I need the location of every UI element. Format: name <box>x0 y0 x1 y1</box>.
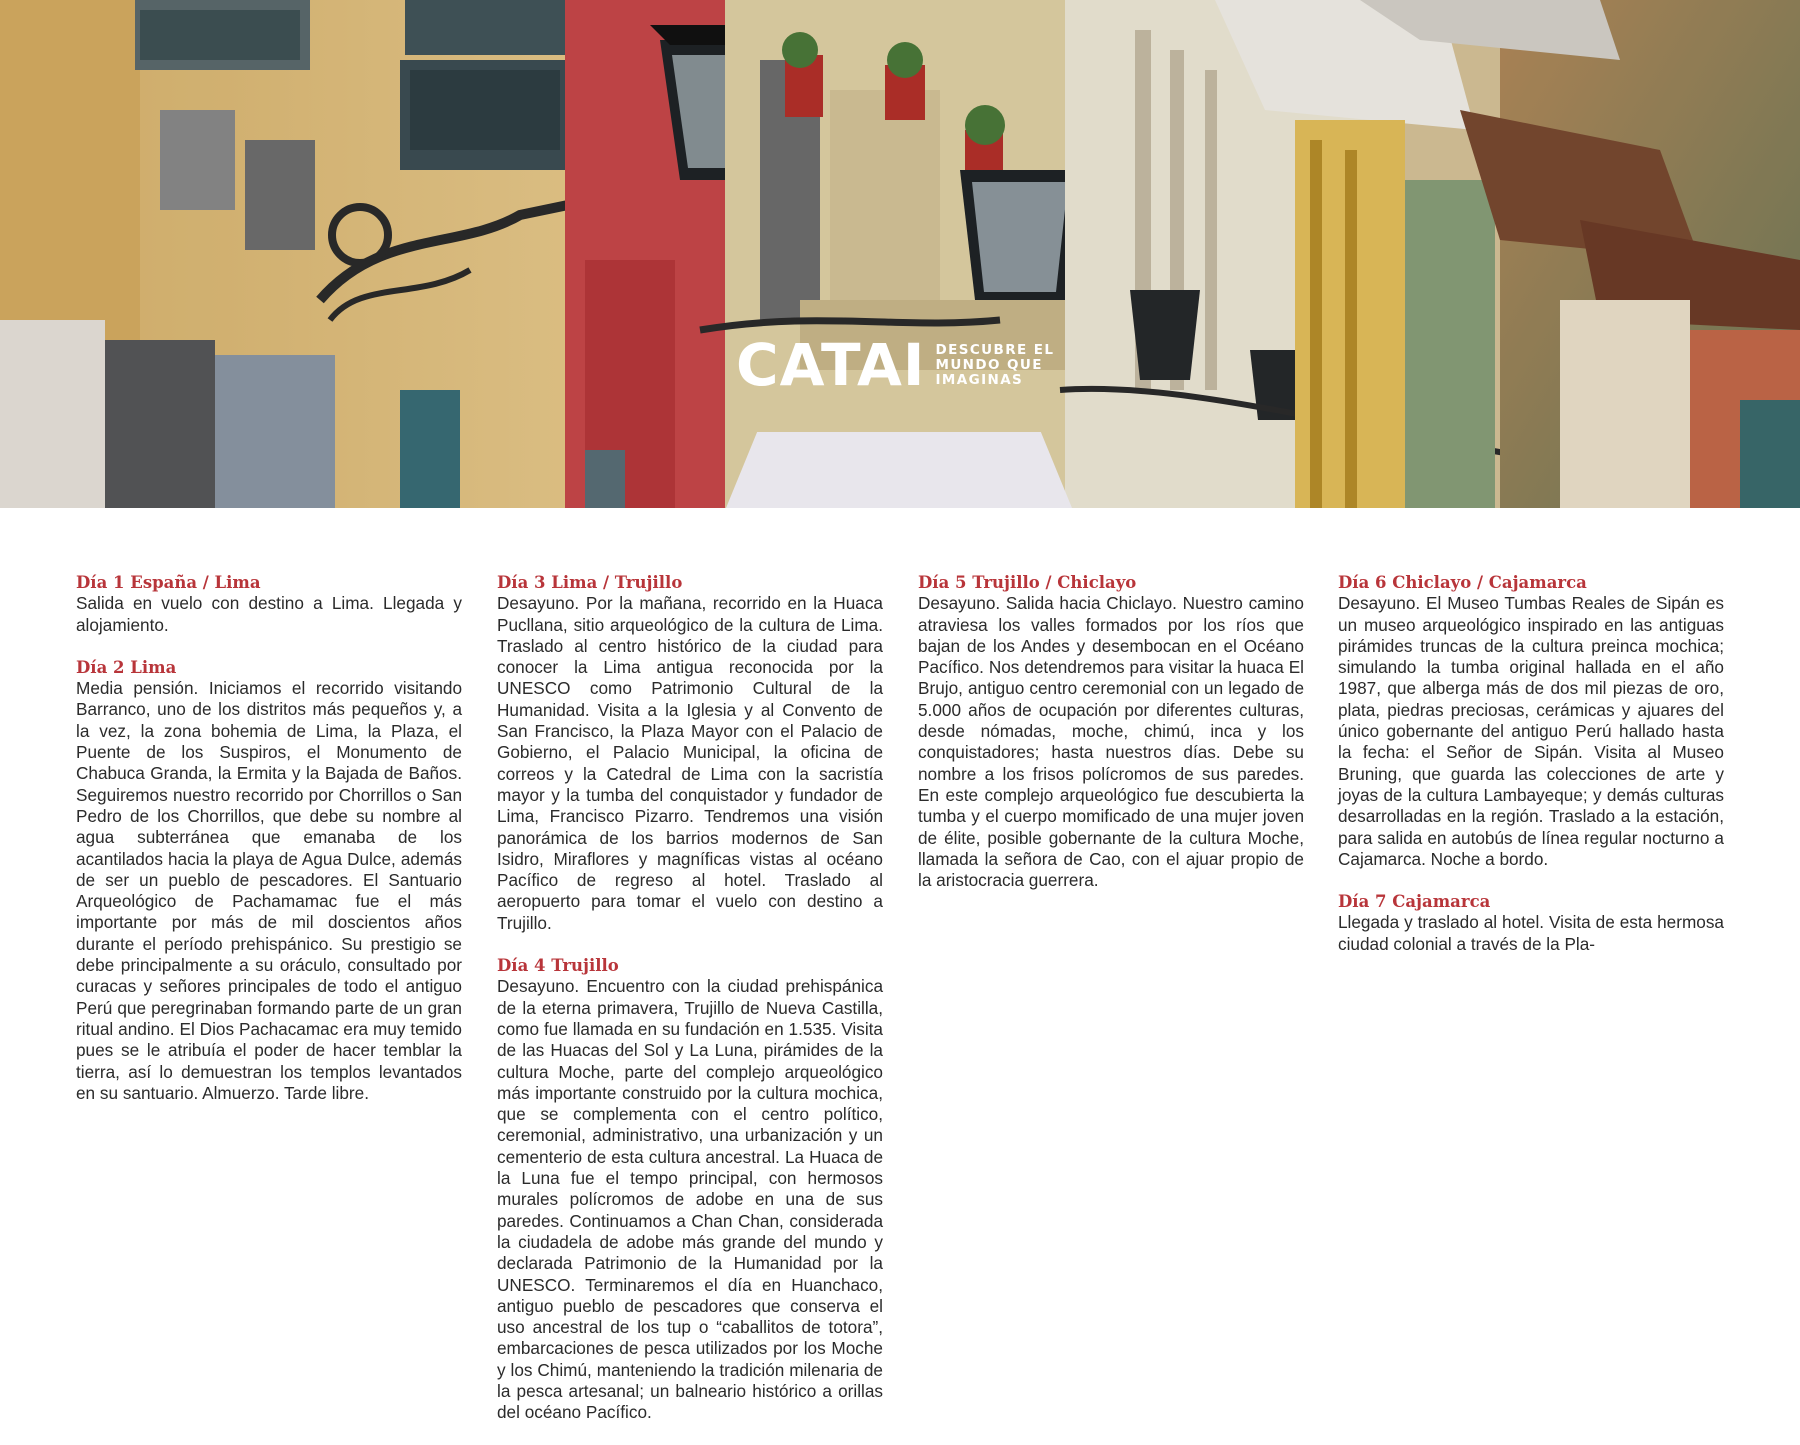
day-title: Día 7 Cajamarca <box>1338 892 1491 912</box>
day-text: Desayuno. Por la mañana, recorrido en la Huaca Pucllana, sitio arqueológico de la cultura de Lima. Traslado al centro histórico de la ciudad para conocer la Lima antigua reconocida por la UNESCO como Patrimonio Cultural de la Humanidad. Visita a la Iglesia y al Convento de San Francisco, la Plaza Mayor con el Palacio de Gobierno, el Palacio Municipal, la oficina de correos y la Catedral de Lima con la sacristía mayor y la tumba del conquistador y fundador de Lima, Francisco Pizarro. Tendremos una visión panorámica de los barrios modernos de San Isidro, Miraflores y magníficas vistas al océano Pacífico de regreso al hotel. Traslado al aeropuerto para tomar el vuelo con destino a Trujillo. <box>497 593 883 933</box>
day-1 <box>76 572 462 636</box>
day-2 <box>76 657 462 1104</box>
day-text: Desayuno. Salida hacia Chiclayo. Nuestro camino atraviesa los valles formados por los ríos que bajan de los Andes y desembocan en el Océano Pacífico. Nos detendremos para visitar la huaca El Brujo, antiguo centro ceremonial con un legado de 5.000 años de ocupación por diferentes culturas, desde nómadas, moche, chimú, inca y los conquistadores; hasta nuestros días. Debe su nombre a los frisos polícromos de sus paredes. En este complejo arqueológico fue descubierta la tumba y el cuerpo momificado de una mujer joven de élite, posible gobernante de la cultura Moche, llamada la señora de Cao, con el ajuar propio de la aristocracia guerrera. <box>918 593 1304 891</box>
day-title: Día 6 Chiclayo / Cajamarca <box>1338 573 1587 592</box>
logo-tab-decoration <box>726 432 1072 508</box>
logo-tagline: DESCUBRE EL MUNDO QUE IMAGINAS <box>935 341 1055 388</box>
day-title: Día 5 Trujillo / Chiclayo <box>918 573 1137 592</box>
day-4 <box>497 955 883 1424</box>
day-text: Media pensión. Iniciamos el recorrido visitando Barranco, uno de los distritos más pequeños y, a la vez, la zona bohemia de Lima, la Plaza, el Puente de los Suspiros, el Monumento de Chabuca Granda, la Ermita y la Bajada de Baños. Seguiremos nuestro recorrido por Chorrillos o San Pedro de los Chorrillos, que debe su nombre al agua subterránea que emanaba de los acantilados hacia la playa de Agua Dulce, además de ser un pueblo de pescadores. El Santuario Arqueológico de Pachamamac fue el más importante por más de mil doscientos años durante el período prehispánico. Su prestigio se debe principalmente a su oráculo, consultado por curacas y señores principales de todo el antiguo Perú que peregrinaban formando parte de un gran ritual andino. El Dios Pachacamac era muy temido pues se le atribuía el poder de hacer temblar la tierra, así lo demuestran los templos levantados en su santuario. Almuerzo. Tarde libre. <box>76 678 462 1103</box>
hero-photo <box>0 0 1800 508</box>
logo-wordmark: CATAI <box>736 331 926 399</box>
colonial-street-illustration <box>0 0 1800 508</box>
day-title: Día 2 Lima <box>76 657 177 677</box>
day-6 <box>1338 572 1724 870</box>
text-column-2 <box>497 572 883 1445</box>
day-3 <box>497 572 883 934</box>
day-title: Día 3 Lima / Trujillo <box>497 573 683 592</box>
text-column-3 <box>918 572 1304 912</box>
catai-logo <box>736 331 1065 399</box>
day-text: Desayuno. El Museo Tumbas Reales de Sipán es un museo arqueológico inspirado en las antiguas pirámides truncas de la cultura preinca mochica; simulando la tumba original hallada en el año 1987, que alberga más de dos mil piezas de oro, plata, piedras preciosas, cerámicas y ajuares del único gobernante del antiguo Perú hallado hasta la fecha: el Señor de Sipán. Visita al Museo Bruning, que guarda las colecciones de arte y joyas de la cultura Lambayeque; y demás culturas desarrolladas en la región. Traslado a la estación, para salida en autobús de línea regular nocturno a Cajamarca. Noche a bordo. <box>1338 593 1724 869</box>
day-7 <box>1338 891 1724 955</box>
day-5 <box>918 572 1304 891</box>
day-text: Salida en vuelo con destino a Lima. Llegada y alojamiento. <box>76 593 462 635</box>
day-text: Desayuno. Encuentro con la ciudad prehispánica de la eterna primavera, Trujillo de Nueva Castilla, como fue llamada en su fundación en 1.535. Visita de las Huacas del Sol y La Luna, pirámides de la cultura Moche, parte del complejo arqueológico más importante construido por la cultura mochica, que se complementa con el centro político, ceremonial, administrativo, una urbanización y un cementerio de esta cultura ancestral. La Huaca de la Luna fue el tempo principal, con hermosos murales polícromos de adobe en una de sus paredes. Continuamos a Chan Chan, considerada la ciudadela de adobe más grande del mundo y declarada Patrimonio de la Humanidad por la UNESCO. Terminaremos el día en Huanchaco, antiguo pueblo de pescadores que conserva el uso ancestral de los tup o “caballitos de totora”, embarcaciones de pesca utilizados por los Moche y los Chimú, manteniendo la tradición milenaria de la pesca artesanal; un balneario histórico a orillas del océano Pacífico. <box>497 976 883 1423</box>
text-column-1 <box>76 572 462 1125</box>
day-title: Día 4 Trujillo <box>497 956 619 976</box>
day-title: Día 1 España / Lima <box>76 573 261 592</box>
text-column-4 <box>1338 572 1724 976</box>
day-text: Llegada y traslado al hotel. Visita de esta hermosa ciudad colonial a través de la Pla- <box>1338 912 1724 954</box>
